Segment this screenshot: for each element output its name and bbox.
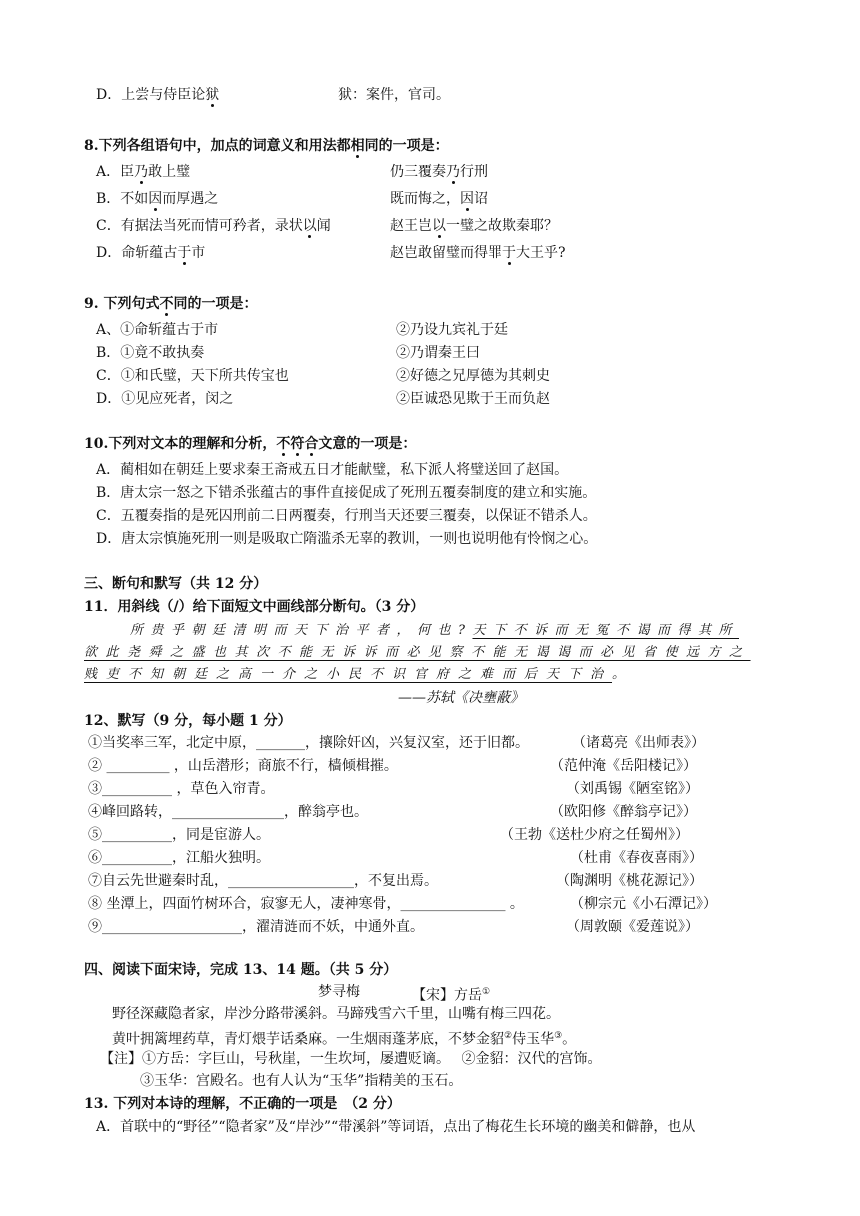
q8-stem-text: 8.下列各组语句中，加点的词意义和用法都 bbox=[84, 138, 351, 154]
q8-a-left bbox=[96, 162, 190, 182]
dotted-char: 不 bbox=[276, 436, 291, 452]
text-segment: 诏 bbox=[474, 191, 488, 207]
footnote-marker: ③ bbox=[554, 1031, 563, 1041]
dotted-char: 于 bbox=[177, 245, 192, 261]
q8-c-right bbox=[390, 216, 558, 236]
text-segment: 赵王岂 bbox=[390, 218, 432, 234]
q10-stem bbox=[84, 434, 416, 454]
q11-stem: 11．用斜线（/）给下面短文中画线部分断句。（3 分） bbox=[84, 599, 425, 615]
text-segment: D．命斩蕴古 bbox=[96, 245, 178, 261]
q7-option-d bbox=[96, 85, 219, 105]
dotted-char: 乃 bbox=[446, 164, 460, 180]
dictation-item-text: ② _________ ，山岳潜形；商旅不行，樯倾楫摧。 bbox=[88, 758, 398, 774]
dictation-item-text: ⑧ 坐潭上，四面竹树环合，寂寥无人，凄神寒骨，_______________ 。 bbox=[88, 896, 524, 912]
text-segment: 赵岂敢留璧而得罪 bbox=[390, 245, 502, 261]
dictation-item-source: （王勃《送杜少府之任蜀州》） bbox=[500, 827, 689, 843]
q10-option-a: A．蔺相如在朝廷上要求秦王斋戒五日才能献璧，私下派人将璧送回了赵国。 bbox=[96, 462, 569, 478]
q9-a-left: A、①命斩蕴古于市 bbox=[96, 322, 219, 338]
q12-stem: 12、默写（9 分，每小题 1 分） bbox=[84, 713, 292, 729]
q8-d-left bbox=[96, 243, 205, 263]
q9-c-left: C．①和氏璧，天下所共传宝也 bbox=[96, 368, 289, 384]
dotted-char: 狱 bbox=[205, 87, 220, 103]
dotted-char: 因 bbox=[460, 191, 474, 207]
text-segment: 文意的一项是： bbox=[318, 436, 417, 452]
q9-stem bbox=[84, 294, 258, 314]
q13-stem: 13. 下列对本诗的理解，不正确的一项是 （2 分） bbox=[84, 1096, 401, 1112]
section4-title: 四、阅读下面宋诗，完成 13、14 题。（共 5 分） bbox=[84, 962, 398, 978]
text-segment: 。 bbox=[612, 667, 635, 682]
footnote-marker: ② bbox=[504, 1031, 513, 1041]
q11-passage-line1 bbox=[130, 621, 739, 641]
dotted-char: 以 bbox=[432, 218, 446, 234]
q11-passage-line3 bbox=[84, 665, 634, 685]
dotted-char: 于 bbox=[502, 245, 516, 261]
dictation-item-text: ①当奖率三军，北定中原，_______，攘除奸凶，兴复汉室，还于旧都。 bbox=[88, 735, 529, 751]
text-segment: 9. 下列句式 bbox=[84, 296, 160, 312]
q8-stem-text2: 同的一项是： bbox=[364, 138, 449, 154]
q9-d-right: ②臣诚恐见欺于王而负赵 bbox=[396, 391, 550, 407]
text-segment: 敢上璧 bbox=[148, 164, 191, 180]
dotted-char: 乃 bbox=[134, 164, 149, 180]
dictation-item-text: ⑥__________，江船火独明。 bbox=[88, 850, 270, 866]
poem-title: 梦寻梅 bbox=[318, 984, 360, 1000]
dotted-char: 因 bbox=[148, 191, 163, 207]
dictation-item-source: （周敦颐《爱莲说》） bbox=[566, 919, 699, 935]
q11-passage-line2: 欲此尧舜之盛也其次不能无诉诉而必见察不能无谒谒而必见省使远方之 bbox=[84, 645, 751, 660]
q10-option-b: B．唐太宗一怒之下错杀张蕴古的事件直接促成了死刑五覆奏制度的建立和实施。 bbox=[96, 485, 597, 501]
dictation-item-source: （柳宗元《小石潭记》） bbox=[570, 896, 717, 912]
text-segment: 。 bbox=[562, 1031, 577, 1048]
text-segment: 【宋】方岳 bbox=[412, 987, 482, 1004]
text-segment: 仍三覆奏 bbox=[390, 164, 446, 180]
poem-line-2 bbox=[112, 1026, 576, 1050]
text-segment: 既而悔之， bbox=[390, 191, 460, 207]
poem-line-1: 野径深藏隐者家，岸沙分路带溪斜。马蹄残雪六千里，山嘴有梅三四花。 bbox=[112, 1006, 560, 1022]
q8-d-right bbox=[390, 243, 566, 263]
q9-b-right: ②乃谓秦王曰 bbox=[396, 345, 480, 361]
q10-option-c: C．五覆奏指的是死囚刑前二日两覆奏，行刑当天还要三覆奏，以保证不错杀人。 bbox=[96, 508, 597, 524]
dictation-item-source: （欧阳修《醉翁亭记》） bbox=[550, 804, 697, 820]
q9-d-left: D．①见应死者，闵之 bbox=[96, 391, 234, 407]
q7-d-text: D．上尝与侍臣论 bbox=[96, 87, 206, 103]
dictation-item-source: （陶渊明《桃花源记》） bbox=[556, 873, 703, 889]
text-segment: 而厚遇之 bbox=[162, 191, 219, 207]
q9-c-right: ②好德之兄厚德为其刺史 bbox=[396, 368, 550, 384]
q8-a-right bbox=[390, 162, 488, 182]
q8-b-right bbox=[390, 189, 488, 209]
dictation-item-source: （杜甫《春夜喜雨》） bbox=[570, 850, 703, 866]
footnote-marker: ① bbox=[482, 987, 491, 997]
dotted-char: 合 bbox=[304, 436, 319, 452]
dictation-item-text: ⑤__________，同是宦游人。 bbox=[88, 827, 270, 843]
dictation-item-text: ⑦自云先世避秦时乱，__________________，不复出焉。 bbox=[88, 873, 438, 889]
text-segment: 侍玉华 bbox=[512, 1031, 555, 1048]
q7-d-gloss: 狱：案件，官司。 bbox=[338, 87, 450, 103]
text-segment: 闻 bbox=[316, 218, 331, 234]
dotted-char: 以 bbox=[302, 218, 317, 234]
text-segment: C．有据法当死而情可矜者，录状 bbox=[96, 218, 303, 234]
dictation-item-source: （诸葛亮《出师表》） bbox=[572, 735, 705, 751]
text-segment: A．臣 bbox=[96, 164, 135, 180]
text-segment: 10.下列对文本的理解和分析， bbox=[84, 436, 277, 452]
text-segment: 市 bbox=[191, 245, 206, 261]
text-segment: 同的一项是： bbox=[173, 296, 258, 312]
q8-b-left bbox=[96, 189, 218, 209]
text-segment: B．不如 bbox=[96, 191, 149, 207]
poem-note-2: ③玉华：宫殿名。也有人认为“玉华”指精美的玉石。 bbox=[140, 1073, 463, 1089]
dictation-item-source: （刘禹锡《陋室铭》） bbox=[566, 781, 699, 797]
dotted-char: 不 bbox=[159, 296, 174, 312]
q9-b-left: B．①竟不敢执奏 bbox=[96, 345, 205, 361]
dotted-char: 相 bbox=[350, 138, 365, 154]
poem-note-1: 【注】①方岳：字巨山，号秋崖，一生坎坷，屡遭贬谪。 ②金貂：汉代的宫饰。 bbox=[100, 1051, 602, 1067]
text-segment: 行刑 bbox=[460, 164, 488, 180]
passage-underlined: 天下不诉而无冤不谒而得其所 bbox=[472, 623, 739, 638]
passage-plain: 所贵乎朝廷清明而天下治平者，何也? bbox=[130, 623, 473, 638]
dictation-item-text: ④峰回路转，________________，醉翁亭也。 bbox=[88, 804, 368, 820]
passage-underlined: 贱吏不知朝廷之高一介之小民不识官府之难而后天下治 bbox=[84, 667, 613, 682]
q13-option-a: A．首联中的“野径”“隐者家”及“岸沙”“带溪斜”等词语，点出了梅花生长环境的幽美和僻静，也从 bbox=[96, 1119, 696, 1135]
q11-source: ——苏轼《决壅蔽》 bbox=[398, 690, 524, 706]
text-segment: 大王乎? bbox=[516, 245, 566, 261]
dictation-item-text: ⑨____________________，濯清涟而不妖，中通外直。 bbox=[88, 919, 424, 935]
dictation-item-text: ③__________ ，草色入帘青。 bbox=[88, 781, 275, 797]
dictation-item-source: （范仲淹《岳阳楼记》） bbox=[550, 758, 697, 774]
text-segment: 黄叶拥篱埋药草，青灯煨芋话桑麻。一生烟雨蓬茅底，不梦金貂 bbox=[112, 1031, 504, 1048]
q8-stem bbox=[84, 136, 449, 156]
dotted-char: 符 bbox=[290, 436, 305, 452]
q10-option-d: D．唐太宗慎施死刑一则是吸取亡隋滥杀无辜的教训，一则也说明他有怜悯之心。 bbox=[96, 531, 598, 547]
text-segment: 一璧之故欺秦耶？ bbox=[446, 218, 558, 234]
q8-c-left bbox=[96, 216, 331, 236]
poem-author bbox=[412, 982, 490, 1006]
q9-a-right: ②乃设九宾礼于廷 bbox=[396, 322, 508, 338]
section3-title: 三、断句和默写（共 12 分） bbox=[84, 576, 268, 592]
